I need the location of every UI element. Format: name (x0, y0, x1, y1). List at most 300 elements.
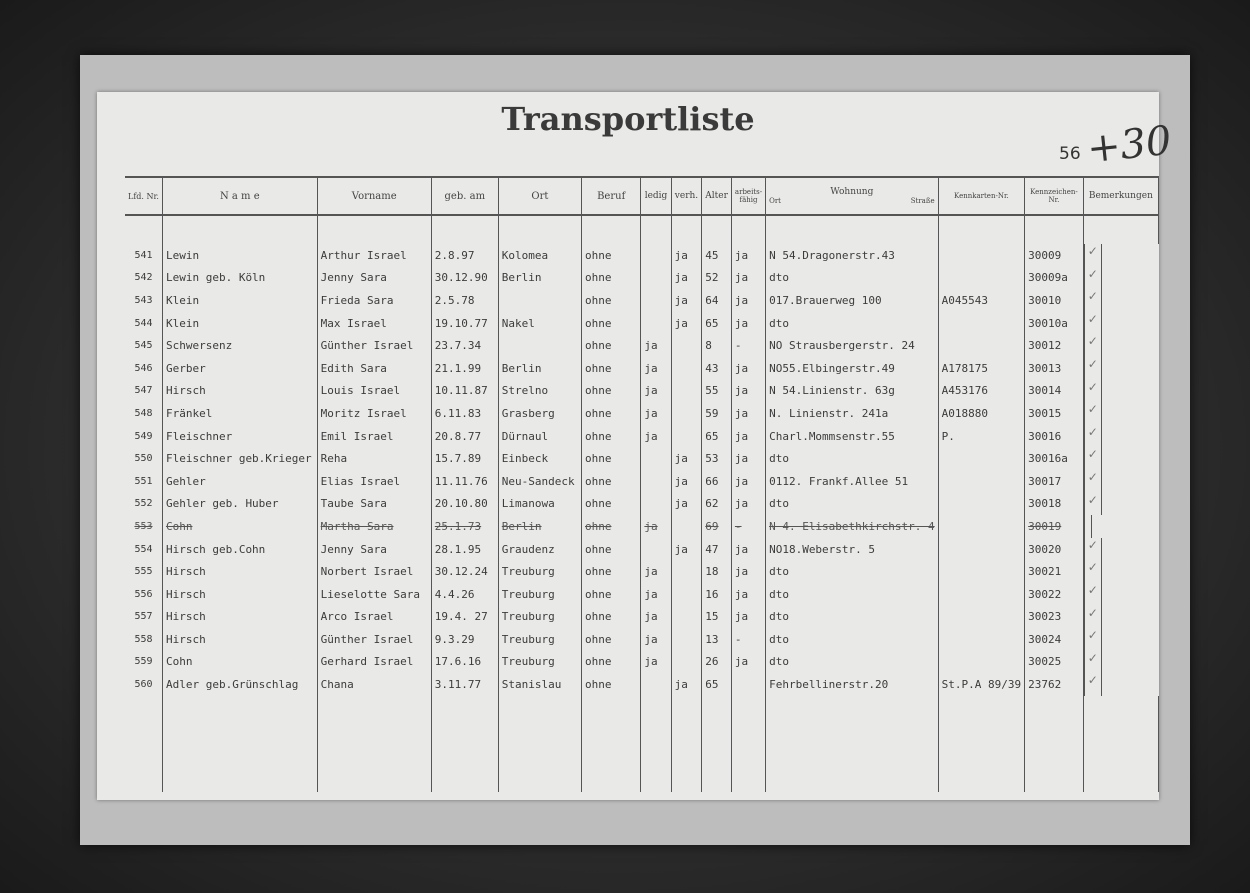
row-ort: Treuburg (498, 560, 581, 583)
row-verh (671, 515, 702, 538)
row-ort: Einbeck (498, 447, 581, 470)
transport-table (125, 176, 1159, 792)
table-row (125, 538, 1159, 561)
col-header-geb: geb. am (431, 177, 498, 215)
row-geb: 19.4. 27 (431, 606, 498, 629)
row-kennzeichen: 30015 (1025, 402, 1084, 425)
row-ledig (641, 244, 671, 267)
row-vorname: Louis Israel (317, 380, 431, 403)
row-bemerkung: ✓ (1084, 606, 1102, 629)
row-ledig: ja (641, 402, 671, 425)
document-title: Transportliste (501, 100, 755, 138)
row-arbeitsfaehig: ja (731, 651, 765, 674)
row-name: Gehler geb. Huber (162, 493, 317, 516)
row-beruf: ohne (581, 673, 640, 696)
row-kennkarte (938, 244, 1024, 267)
row-beruf: ohne (581, 583, 640, 606)
row-ort: Grasberg (498, 402, 581, 425)
row-nr: 553 (125, 515, 162, 538)
row-bemerkung: ✓ (1084, 334, 1102, 357)
row-verh (671, 334, 702, 357)
row-verh (671, 628, 702, 651)
row-nr: 560 (125, 673, 162, 696)
row-ort: Treuburg (498, 651, 581, 674)
row-kennkarte: A018880 (938, 402, 1024, 425)
row-ledig: ja (641, 515, 671, 538)
row-kennkarte (938, 583, 1024, 606)
row-geb: 20.10.80 (431, 493, 498, 516)
row-vorname: Max Israel (317, 312, 431, 335)
table-header-row (125, 177, 1159, 215)
row-verh: ja (671, 289, 702, 312)
row-ledig: ja (641, 651, 671, 674)
row-vorname: Moritz Israel (317, 402, 431, 425)
row-name: Klein (162, 312, 317, 335)
row-geb: 23.7.34 (431, 334, 498, 357)
row-bemerkung: ✓ (1084, 651, 1102, 674)
row-geb: 28.1.95 (431, 538, 498, 561)
row-nr: 545 (125, 334, 162, 357)
row-geb: 21.1.99 (431, 357, 498, 380)
row-alter: 65 (702, 312, 732, 335)
row-name: Hirsch geb.Cohn (162, 538, 317, 561)
row-nr: 554 (125, 538, 162, 561)
row-alter: 52 (702, 267, 732, 290)
row-alter: 16 (702, 583, 732, 606)
row-ort: Limanowa (498, 493, 581, 516)
row-name: Adler geb.Grünschlag (162, 673, 317, 696)
row-nr: 548 (125, 402, 162, 425)
row-bemerkung: ✓ (1084, 312, 1102, 335)
row-ledig: ja (641, 606, 671, 629)
table-row (125, 289, 1159, 312)
table-row (125, 470, 1159, 493)
row-nr: 542 (125, 267, 162, 290)
row-kennkarte (938, 312, 1024, 335)
row-ledig (641, 470, 671, 493)
row-verh (671, 606, 702, 629)
table-row (125, 515, 1159, 538)
row-wohnung: dto (766, 606, 939, 629)
row-beruf: ohne (581, 357, 640, 380)
page-number: 56 (1059, 144, 1081, 164)
row-bemerkung: ✓ (1084, 425, 1102, 448)
table-row (125, 402, 1159, 425)
row-ort: Treuburg (498, 606, 581, 629)
row-beruf: ohne (581, 538, 640, 561)
row-verh: ja (671, 312, 702, 335)
row-beruf: ohne (581, 334, 640, 357)
row-beruf: ohne (581, 402, 640, 425)
col-header-kennzeichen: Kennzeichen-Nr. (1025, 177, 1084, 215)
row-arbeitsfaehig: - (731, 628, 765, 651)
row-vorname: Günther Israel (317, 334, 431, 357)
col-header-name: N a m e (162, 177, 317, 215)
wohnung-subheaders (769, 197, 935, 205)
row-nr: 547 (125, 380, 162, 403)
empty-row (125, 696, 1159, 792)
row-bemerkung: ✓ (1084, 447, 1102, 470)
row-beruf: ohne (581, 606, 640, 629)
table-row (125, 267, 1159, 290)
row-bemerkung: ✓ (1084, 380, 1102, 403)
row-ledig (641, 493, 671, 516)
col-header-wohnung (766, 177, 939, 215)
row-arbeitsfaehig: ja (731, 470, 765, 493)
row-wohnung: dto (766, 312, 939, 335)
row-ort: Neu-Sandeck (498, 470, 581, 493)
row-name: Cohn (162, 515, 317, 538)
row-kennzeichen: 30023 (1025, 606, 1084, 629)
row-name: Fränkel (162, 402, 317, 425)
row-verh (671, 357, 702, 380)
row-bemerkung: ✓ (1084, 267, 1102, 290)
table-row (125, 380, 1159, 403)
row-verh: ja (671, 673, 702, 696)
row-vorname: Günther Israel (317, 628, 431, 651)
col-header-alter: Alter (702, 177, 732, 215)
row-ledig (641, 538, 671, 561)
row-bemerkung: ✓ (1084, 560, 1102, 583)
row-name: Hirsch (162, 380, 317, 403)
row-nr: 549 (125, 425, 162, 448)
row-kennkarte (938, 493, 1024, 516)
row-kennkarte (938, 334, 1024, 357)
col-header-ledig: ledig (641, 177, 671, 215)
row-kennkarte (938, 606, 1024, 629)
row-alter: 62 (702, 493, 732, 516)
row-geb: 15.7.89 (431, 447, 498, 470)
table-row (125, 425, 1159, 448)
row-kennzeichen: 30021 (1025, 560, 1084, 583)
col-header-ort: Ort (498, 177, 581, 215)
row-kennzeichen: 30022 (1025, 583, 1084, 606)
row-geb: 10.11.87 (431, 380, 498, 403)
row-kennzeichen: 30019 (1025, 515, 1084, 538)
row-ort: Berlin (498, 357, 581, 380)
row-kennzeichen: 30013 (1025, 357, 1084, 380)
row-wohnung: NO55.Elbingerstr.49 (766, 357, 939, 380)
row-alter: 18 (702, 560, 732, 583)
row-alter: 26 (702, 651, 732, 674)
table-row (125, 583, 1159, 606)
row-ort: Treuburg (498, 628, 581, 651)
row-ort (498, 289, 581, 312)
row-wohnung: dto (766, 560, 939, 583)
row-kennkarte: A178175 (938, 357, 1024, 380)
row-nr: 543 (125, 289, 162, 312)
row-kennzeichen: 30020 (1025, 538, 1084, 561)
row-kennkarte (938, 560, 1024, 583)
row-kennzeichen: 30017 (1025, 470, 1084, 493)
row-kennkarte (938, 447, 1024, 470)
row-ledig (641, 447, 671, 470)
row-ledig (641, 312, 671, 335)
row-kennzeichen: 30010 (1025, 289, 1084, 312)
row-alter: 47 (702, 538, 732, 561)
table-row (125, 334, 1159, 357)
row-geb: 17.6.16 (431, 651, 498, 674)
row-bemerkung: ✓ (1084, 628, 1102, 651)
row-beruf: ohne (581, 312, 640, 335)
row-name: Klein (162, 289, 317, 312)
col-header-arbeitsfaehig: arbeits-fähig (731, 177, 765, 215)
row-kennzeichen: 30009 (1025, 244, 1084, 267)
row-name: Lewin geb. Köln (162, 267, 317, 290)
row-beruf: ohne (581, 493, 640, 516)
table-row (125, 673, 1159, 696)
row-wohnung: Fehrbellinerstr.20 (766, 673, 939, 696)
row-wohnung: N. Linienstr. 241a (766, 402, 939, 425)
row-vorname: Reha (317, 447, 431, 470)
row-name: Lewin (162, 244, 317, 267)
row-bemerkung: ✓ (1084, 244, 1102, 267)
row-bemerkung: ✓ (1084, 402, 1102, 425)
row-ledig: ja (641, 425, 671, 448)
row-kennzeichen: 30024 (1025, 628, 1084, 651)
table-row (125, 447, 1159, 470)
row-alter: 13 (702, 628, 732, 651)
row-arbeitsfaehig: ja (731, 380, 765, 403)
row-kennzeichen: 30018 (1025, 493, 1084, 516)
row-alter: 55 (702, 380, 732, 403)
row-bemerkung: ✓ (1084, 583, 1102, 606)
row-verh: ja (671, 244, 702, 267)
row-alter: 69 (702, 515, 732, 538)
table-row (125, 357, 1159, 380)
row-vorname: Norbert Israel (317, 560, 431, 583)
col-header-kennkarten: Kennkarten-Nr. (938, 177, 1024, 215)
row-verh: ja (671, 267, 702, 290)
row-wohnung: NO18.Weberstr. 5 (766, 538, 939, 561)
row-wohnung: dto (766, 583, 939, 606)
row-arbeitsfaehig: - (731, 334, 765, 357)
row-geb: 6.11.83 (431, 402, 498, 425)
row-verh (671, 560, 702, 583)
row-verh (671, 651, 702, 674)
row-beruf: ohne (581, 289, 640, 312)
row-kennzeichen: 30016 (1025, 425, 1084, 448)
row-beruf: ohne (581, 447, 640, 470)
row-wohnung: dto (766, 628, 939, 651)
row-ledig: ja (641, 560, 671, 583)
row-ledig: ja (641, 357, 671, 380)
row-beruf: ohne (581, 267, 640, 290)
row-alter: 15 (702, 606, 732, 629)
row-nr: 552 (125, 493, 162, 516)
row-geb: 2.5.78 (431, 289, 498, 312)
row-alter: 65 (702, 425, 732, 448)
row-ort: Dürnaul (498, 425, 581, 448)
row-bemerkung (1084, 515, 1092, 538)
row-vorname: Jenny Sara (317, 267, 431, 290)
row-geb: 9.3.29 (431, 628, 498, 651)
row-wohnung: NO Strausbergerstr. 24 (766, 334, 939, 357)
row-alter: 65 (702, 673, 732, 696)
row-vorname: Emil Israel (317, 425, 431, 448)
row-geb: 30.12.24 (431, 560, 498, 583)
row-kennzeichen: 30009a (1025, 267, 1084, 290)
row-vorname: Frieda Sara (317, 289, 431, 312)
table-row (125, 651, 1159, 674)
row-arbeitsfaehig (731, 673, 765, 696)
row-arbeitsfaehig: ja (731, 289, 765, 312)
row-verh: ja (671, 447, 702, 470)
row-beruf: ohne (581, 515, 640, 538)
row-geb: 20.8.77 (431, 425, 498, 448)
row-bemerkung: ✓ (1084, 289, 1102, 312)
row-nr: 555 (125, 560, 162, 583)
row-geb: 3.11.77 (431, 673, 498, 696)
row-vorname: Arthur Israel (317, 244, 431, 267)
row-kennkarte: P. (938, 425, 1024, 448)
row-verh: ja (671, 538, 702, 561)
row-ort: Berlin (498, 515, 581, 538)
row-bemerkung: ✓ (1084, 493, 1102, 516)
row-ort: Treuburg (498, 583, 581, 606)
row-wohnung: N 4. Elisabethkirchstr. 4 (766, 515, 939, 538)
row-kennzeichen: 30010a (1025, 312, 1084, 335)
row-wohnung: dto (766, 493, 939, 516)
row-ort: Berlin (498, 267, 581, 290)
row-beruf: ohne (581, 244, 640, 267)
row-nr: 557 (125, 606, 162, 629)
table-row (125, 312, 1159, 335)
row-ledig: ja (641, 380, 671, 403)
row-geb: 4.4.26 (431, 583, 498, 606)
row-kennkarte (938, 515, 1024, 538)
row-kennkarte (938, 267, 1024, 290)
row-vorname: Lieselotte Sara (317, 583, 431, 606)
row-kennkarte (938, 628, 1024, 651)
row-alter: 64 (702, 289, 732, 312)
row-geb: 25.1.73 (431, 515, 498, 538)
row-verh (671, 425, 702, 448)
row-arbeitsfaehig: ja (731, 538, 765, 561)
row-arbeitsfaehig: ja (731, 267, 765, 290)
row-wohnung: Charl.Mommsenstr.55 (766, 425, 939, 448)
table-row (125, 606, 1159, 629)
table-row (125, 493, 1159, 516)
row-arbeitsfaehig: - (731, 515, 765, 538)
wohnung-strasse-label: Straße (910, 197, 935, 205)
row-kennkarte (938, 651, 1024, 674)
row-kennkarte: A045543 (938, 289, 1024, 312)
row-vorname: Elias Israel (317, 470, 431, 493)
table-row (125, 560, 1159, 583)
row-bemerkung: ✓ (1084, 470, 1102, 493)
row-arbeitsfaehig: ja (731, 447, 765, 470)
row-beruf: ohne (581, 470, 640, 493)
row-nr: 544 (125, 312, 162, 335)
row-arbeitsfaehig: ja (731, 493, 765, 516)
row-geb: 30.12.90 (431, 267, 498, 290)
row-wohnung: 0112. Frankf.Allee 51 (766, 470, 939, 493)
handwritten-addition: +30 (1084, 117, 1174, 173)
row-ledig: ja (641, 334, 671, 357)
row-name: Schwersenz (162, 334, 317, 357)
row-nr: 558 (125, 628, 162, 651)
row-ledig (641, 289, 671, 312)
spacer-row (125, 215, 1159, 244)
row-nr: 546 (125, 357, 162, 380)
row-ort: Kolomea (498, 244, 581, 267)
row-vorname: Arco Israel (317, 606, 431, 629)
col-header-verh: verh. (671, 177, 702, 215)
col-header-bemerkungen: Bemerkungen (1083, 177, 1158, 215)
row-name: Cohn (162, 651, 317, 674)
row-arbeitsfaehig: ja (731, 312, 765, 335)
row-geb: 11.11.76 (431, 470, 498, 493)
row-alter: 59 (702, 402, 732, 425)
row-geb: 19.10.77 (431, 312, 498, 335)
row-arbeitsfaehig: ja (731, 560, 765, 583)
table-row (125, 244, 1159, 267)
row-beruf: ohne (581, 425, 640, 448)
row-wohnung: 017.Brauerweg 100 (766, 289, 939, 312)
row-ledig: ja (641, 628, 671, 651)
row-name: Hirsch (162, 560, 317, 583)
row-name: Fleischner (162, 425, 317, 448)
row-geb: 2.8.97 (431, 244, 498, 267)
row-nr: 551 (125, 470, 162, 493)
row-verh (671, 583, 702, 606)
row-ort: Nakel (498, 312, 581, 335)
row-ort: Graudenz (498, 538, 581, 561)
row-ledig (641, 267, 671, 290)
row-bemerkung: ✓ (1084, 673, 1102, 696)
wohnung-label: Wohnung (830, 187, 874, 197)
row-ort: Strelno (498, 380, 581, 403)
row-kennkarte: A453176 (938, 380, 1024, 403)
wohnung-ort-label: Ort (769, 197, 781, 205)
row-vorname: Martha Sara (317, 515, 431, 538)
row-nr: 559 (125, 651, 162, 674)
row-name: Hirsch (162, 628, 317, 651)
row-verh: ja (671, 470, 702, 493)
row-name: Fleischner geb.Krieger (162, 447, 317, 470)
row-alter: 66 (702, 470, 732, 493)
row-bemerkung: ✓ (1084, 538, 1102, 561)
row-nr: 556 (125, 583, 162, 606)
row-wohnung: dto (766, 651, 939, 674)
row-kennzeichen: 30012 (1025, 334, 1084, 357)
row-vorname: Taube Sara (317, 493, 431, 516)
row-kennzeichen: 23762 (1025, 673, 1084, 696)
row-arbeitsfaehig: ja (731, 425, 765, 448)
row-arbeitsfaehig: ja (731, 583, 765, 606)
row-name: Gehler (162, 470, 317, 493)
row-beruf: ohne (581, 651, 640, 674)
row-bemerkung: ✓ (1084, 357, 1102, 380)
document-sheet (97, 92, 1174, 800)
row-alter: 8 (702, 334, 732, 357)
row-ledig: ja (641, 583, 671, 606)
row-name: Gerber (162, 357, 317, 380)
row-vorname: Jenny Sara (317, 538, 431, 561)
row-arbeitsfaehig: ja (731, 244, 765, 267)
col-header-nr: Lfd. Nr. (125, 177, 162, 215)
col-header-vorname: Vorname (317, 177, 431, 215)
row-wohnung: N 54.Linienstr. 63g (766, 380, 939, 403)
row-vorname: Gerhard Israel (317, 651, 431, 674)
row-ledig (641, 673, 671, 696)
row-beruf: ohne (581, 380, 640, 403)
row-alter: 53 (702, 447, 732, 470)
table-row (125, 628, 1159, 651)
row-arbeitsfaehig: ja (731, 357, 765, 380)
row-nr: 541 (125, 244, 162, 267)
